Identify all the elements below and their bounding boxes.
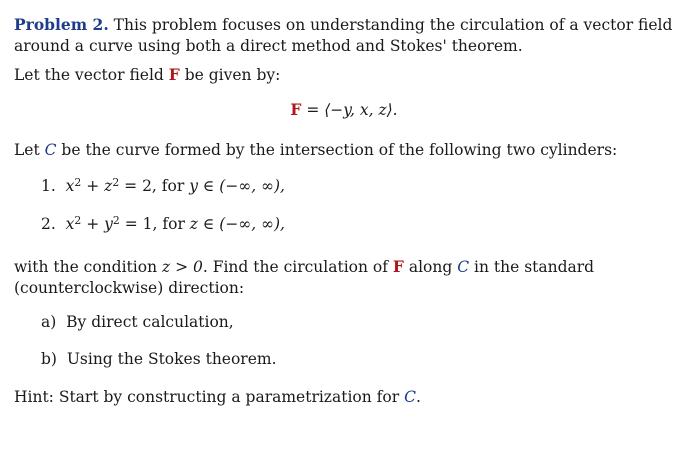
cylinder-equation-mid: + y [81,215,113,233]
cylinder-equation-mid: + z [81,177,113,195]
subpart-label: b) [41,350,57,368]
cylinder-equation-post: = 2, for [119,177,190,195]
condition-C-symbol: C [457,258,470,276]
vector-field-line [14,65,280,84]
cylinder-number: 1. [41,177,56,195]
cylinder-equation-post: = 1, for [119,215,190,233]
cylinder-domain: y ∈ (−∞, ∞), [189,177,285,195]
subpart-text: By direct calculation, [66,313,234,331]
condition-paragraph [14,256,674,299]
condition-math: z > 0 [161,258,203,276]
subpart-a [41,313,234,331]
cylinder-exponent: 2 [74,214,82,228]
hint-C-symbol: C [404,388,416,406]
cylinder-number: 2. [41,215,56,233]
condition-mid2: along [403,258,458,276]
vector-field-equation [14,100,674,119]
condition-F-symbol: F [392,257,404,276]
cylinder-item-1 [41,177,285,195]
vector-F-symbol: F [168,65,180,84]
curve-text: Let [14,141,45,159]
cylinder-equation-x: x [65,177,75,195]
vector-field-text-after: be given by: [179,66,281,84]
problem-intro-text: This problem focuses on understanding the circulation of a vector field around a curve using both a direct method and Stokes' theorem. [14,16,673,55]
condition-post: in the standard (counterclockwise) direction: [14,258,595,297]
hint-line [14,388,421,406]
hint-post: . [415,388,421,406]
subpart-text: Using the Stokes theorem. [66,350,277,368]
cylinder-exponent: 2 [74,176,82,190]
curve-line [14,141,617,159]
equation-lhs: F [290,100,302,119]
subpart-b [41,350,277,368]
cylinder-equation-x: x [65,215,75,233]
curve-C-symbol: C [44,141,57,159]
curve-text-after: be the curve formed by the intersection of the following two cylinders: [56,141,618,159]
hint-text: Hint: Start by constructing a parametrization for [14,388,405,406]
cylinder-domain: z ∈ (−∞, ∞), [189,215,285,233]
subpart-label: a) [41,313,57,331]
problem-intro [14,14,674,57]
condition-pre: with the condition [14,258,162,276]
cylinder-item-2 [41,215,285,233]
cylinder-exponent: 2 [112,176,120,190]
equation-rhs: = ⟨−y, x, z⟩. [301,101,398,119]
condition-mid: . Find the circulation of [202,258,393,276]
cylinder-exponent: 2 [112,214,120,228]
vector-field-text: Let the vector field [14,66,169,84]
problem-label: Problem 2. [14,15,109,34]
